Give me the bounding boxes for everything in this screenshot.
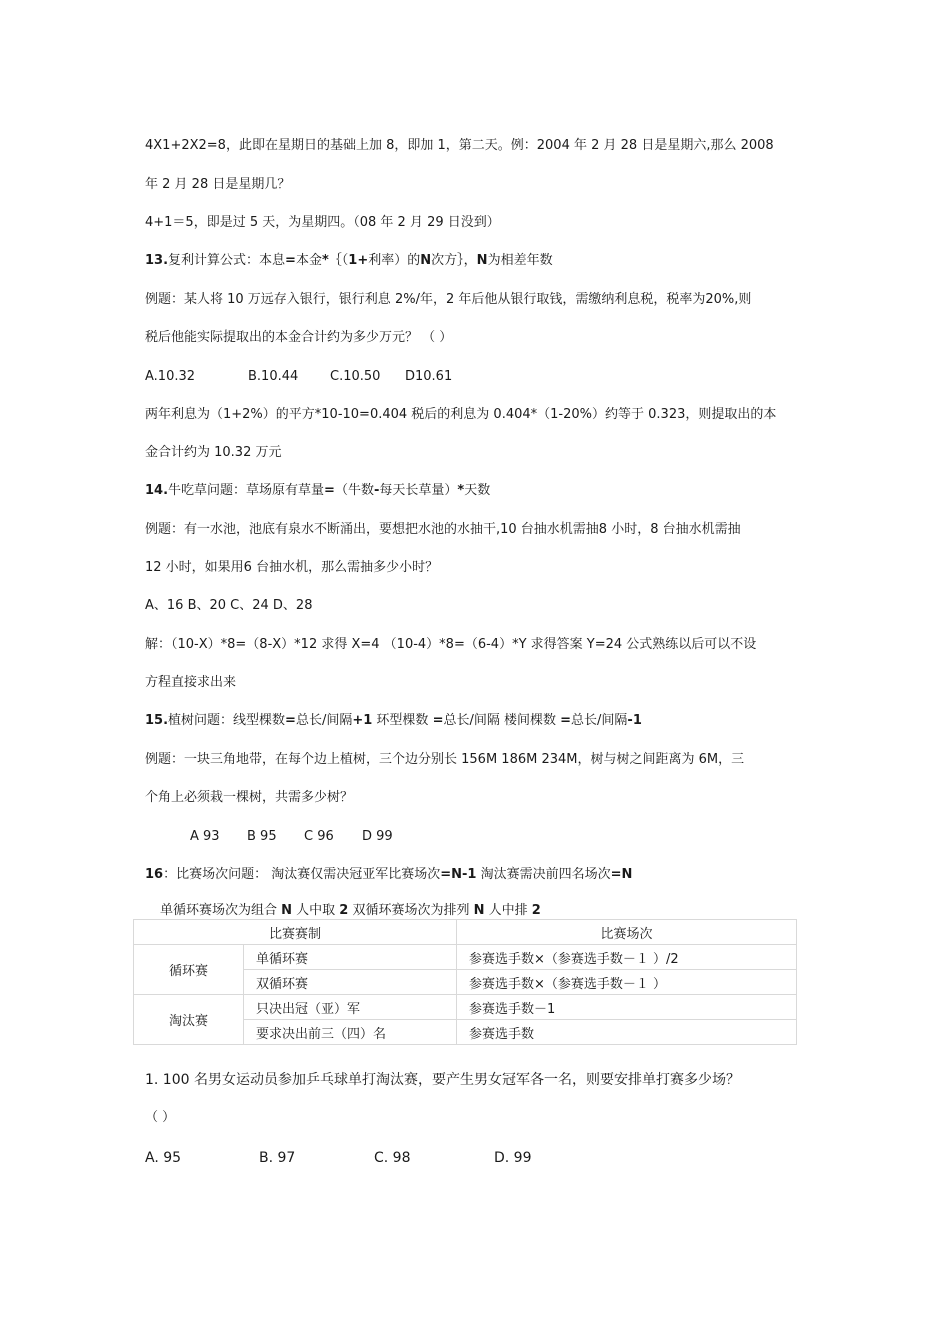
option: D10.61 xyxy=(405,369,453,384)
question-1: 1. 100 名男女运动员参加乒乓球单打淘汰赛，要产生男女冠军各一名，则要安排单打赛多少场？ xyxy=(145,1072,740,1088)
table-row xyxy=(134,995,797,1020)
example-14-line1: 例题：有一水池，池底有泉水不断涌出，要想把水池的水抽干,10 台抽水机需抽8 小时，8 台抽水机需抽 xyxy=(145,522,741,537)
group-cell: 淘汰赛 xyxy=(134,995,244,1045)
section-15-heading: 15.植树问题：线型棵数=总长/间隔+1 环型棵数 =总长/间隔 楼间棵数 =总长/间隔-1 xyxy=(145,713,642,728)
table-cell: 只决出冠（亚）军 xyxy=(244,995,457,1020)
solution-13-line2: 金合计约为 10.32 万元 xyxy=(145,445,282,460)
group-cell: 循环赛 xyxy=(134,945,244,995)
option: A 93 xyxy=(190,829,220,844)
section-16-subheading: 单循环赛场次为组合 N 人中取 2 双循环赛场次为排列 N 人中排 2 xyxy=(160,903,541,918)
example-13-line1: 例题：某人将 10 万远存入银行，银行利息 2%/年，2 年后他从银行取钱，需缴纳利息税，税率为20%,则 xyxy=(145,292,752,307)
example-15-line1: 例题：一块三角地带，在每个边上植树，三个边分别长 156M 186M 234M，树与树之间距离为 6M，三 xyxy=(145,752,745,767)
example-13-line2: 税后他能实际提取出的本金合计约为多少万元？ （ ） xyxy=(145,330,453,345)
text-line: 4+1＝5，即是过 5 天，为星期四。（08 年 2 月 29 日没到） xyxy=(145,215,500,230)
table-cell: 参赛选手数×（参赛选手数－１ ）/2 xyxy=(457,945,797,970)
option: D. 99 xyxy=(494,1150,532,1166)
question-1-options xyxy=(145,1150,532,1166)
header-cell: 比赛场次 xyxy=(457,920,797,945)
section-13-heading: 13.复利计算公式：本息=本金*｛（1+利率）的N次方｝，N为相差年数 xyxy=(145,253,553,268)
table-cell: 参赛选手数－1 xyxy=(457,995,797,1020)
table-cell: 要求决出前三（四）名 xyxy=(244,1020,457,1045)
option: A. 95 xyxy=(145,1150,182,1166)
example-14-line2: 12 小时，如果用6 台抽水机，那么需抽多少小时？ xyxy=(145,560,439,575)
option: D 99 xyxy=(362,829,393,844)
header-cell: 比赛赛制 xyxy=(134,920,457,945)
match-count-table xyxy=(133,919,797,1045)
option: B. 97 xyxy=(259,1150,296,1166)
solution-14-line1: 解：（10-X）*8=（8-X）*12 求得 X=4 （10-4）*8=（6-4）*Y 求得答案 Y=24 公式熟练以后可以不设 xyxy=(145,637,757,652)
option: B 95 xyxy=(247,829,277,844)
option: C. 98 xyxy=(374,1150,411,1166)
option: A.10.32 xyxy=(145,369,196,384)
solution-13-line1: 两年利息为（1+2%）的平方*10-10=0.404 税后的利息为 0.404*（1-20%）约等于 0.323，则提取出的本 xyxy=(145,407,777,422)
section-16-heading: 16：比赛场次问题： 淘汰赛仅需决冠亚军比赛场次=N-1 淘汰赛需决前四名场次=N xyxy=(145,867,633,882)
options-13 xyxy=(145,369,452,385)
answer-blank: （ ） xyxy=(145,1110,176,1125)
table-cell: 单循环赛 xyxy=(244,945,457,970)
option: C 96 xyxy=(304,829,334,844)
text-line: 年 2 月 28 日是星期几？ xyxy=(145,177,291,192)
table-cell: 参赛选手数 xyxy=(457,1020,797,1045)
table-cell: 双循环赛 xyxy=(244,970,457,995)
options-14: A、16 B、20 C、24 D、28 xyxy=(145,598,313,613)
section-14-heading: 14.牛吃草问题：草场原有草量=（牛数-每天长草量）*天数 xyxy=(145,483,491,498)
solution-14-line2: 方程直接求出来 xyxy=(145,675,237,690)
table-cell: 参赛选手数×（参赛选手数－１ ） xyxy=(457,970,797,995)
option: C.10.50 xyxy=(330,369,381,384)
text-line: 4X1+2X2=8，此即在星期日的基础上加 8，即加 1，第二天。例：2004 年 2 月 28 日是星期六,那么 2008 xyxy=(145,138,774,153)
example-15-line2: 个角上必须栽一棵树，共需多少树？ xyxy=(145,790,354,805)
options-15 xyxy=(190,829,393,845)
table-header-row xyxy=(134,920,797,945)
table-row xyxy=(134,945,797,970)
option: B.10.44 xyxy=(248,369,299,384)
